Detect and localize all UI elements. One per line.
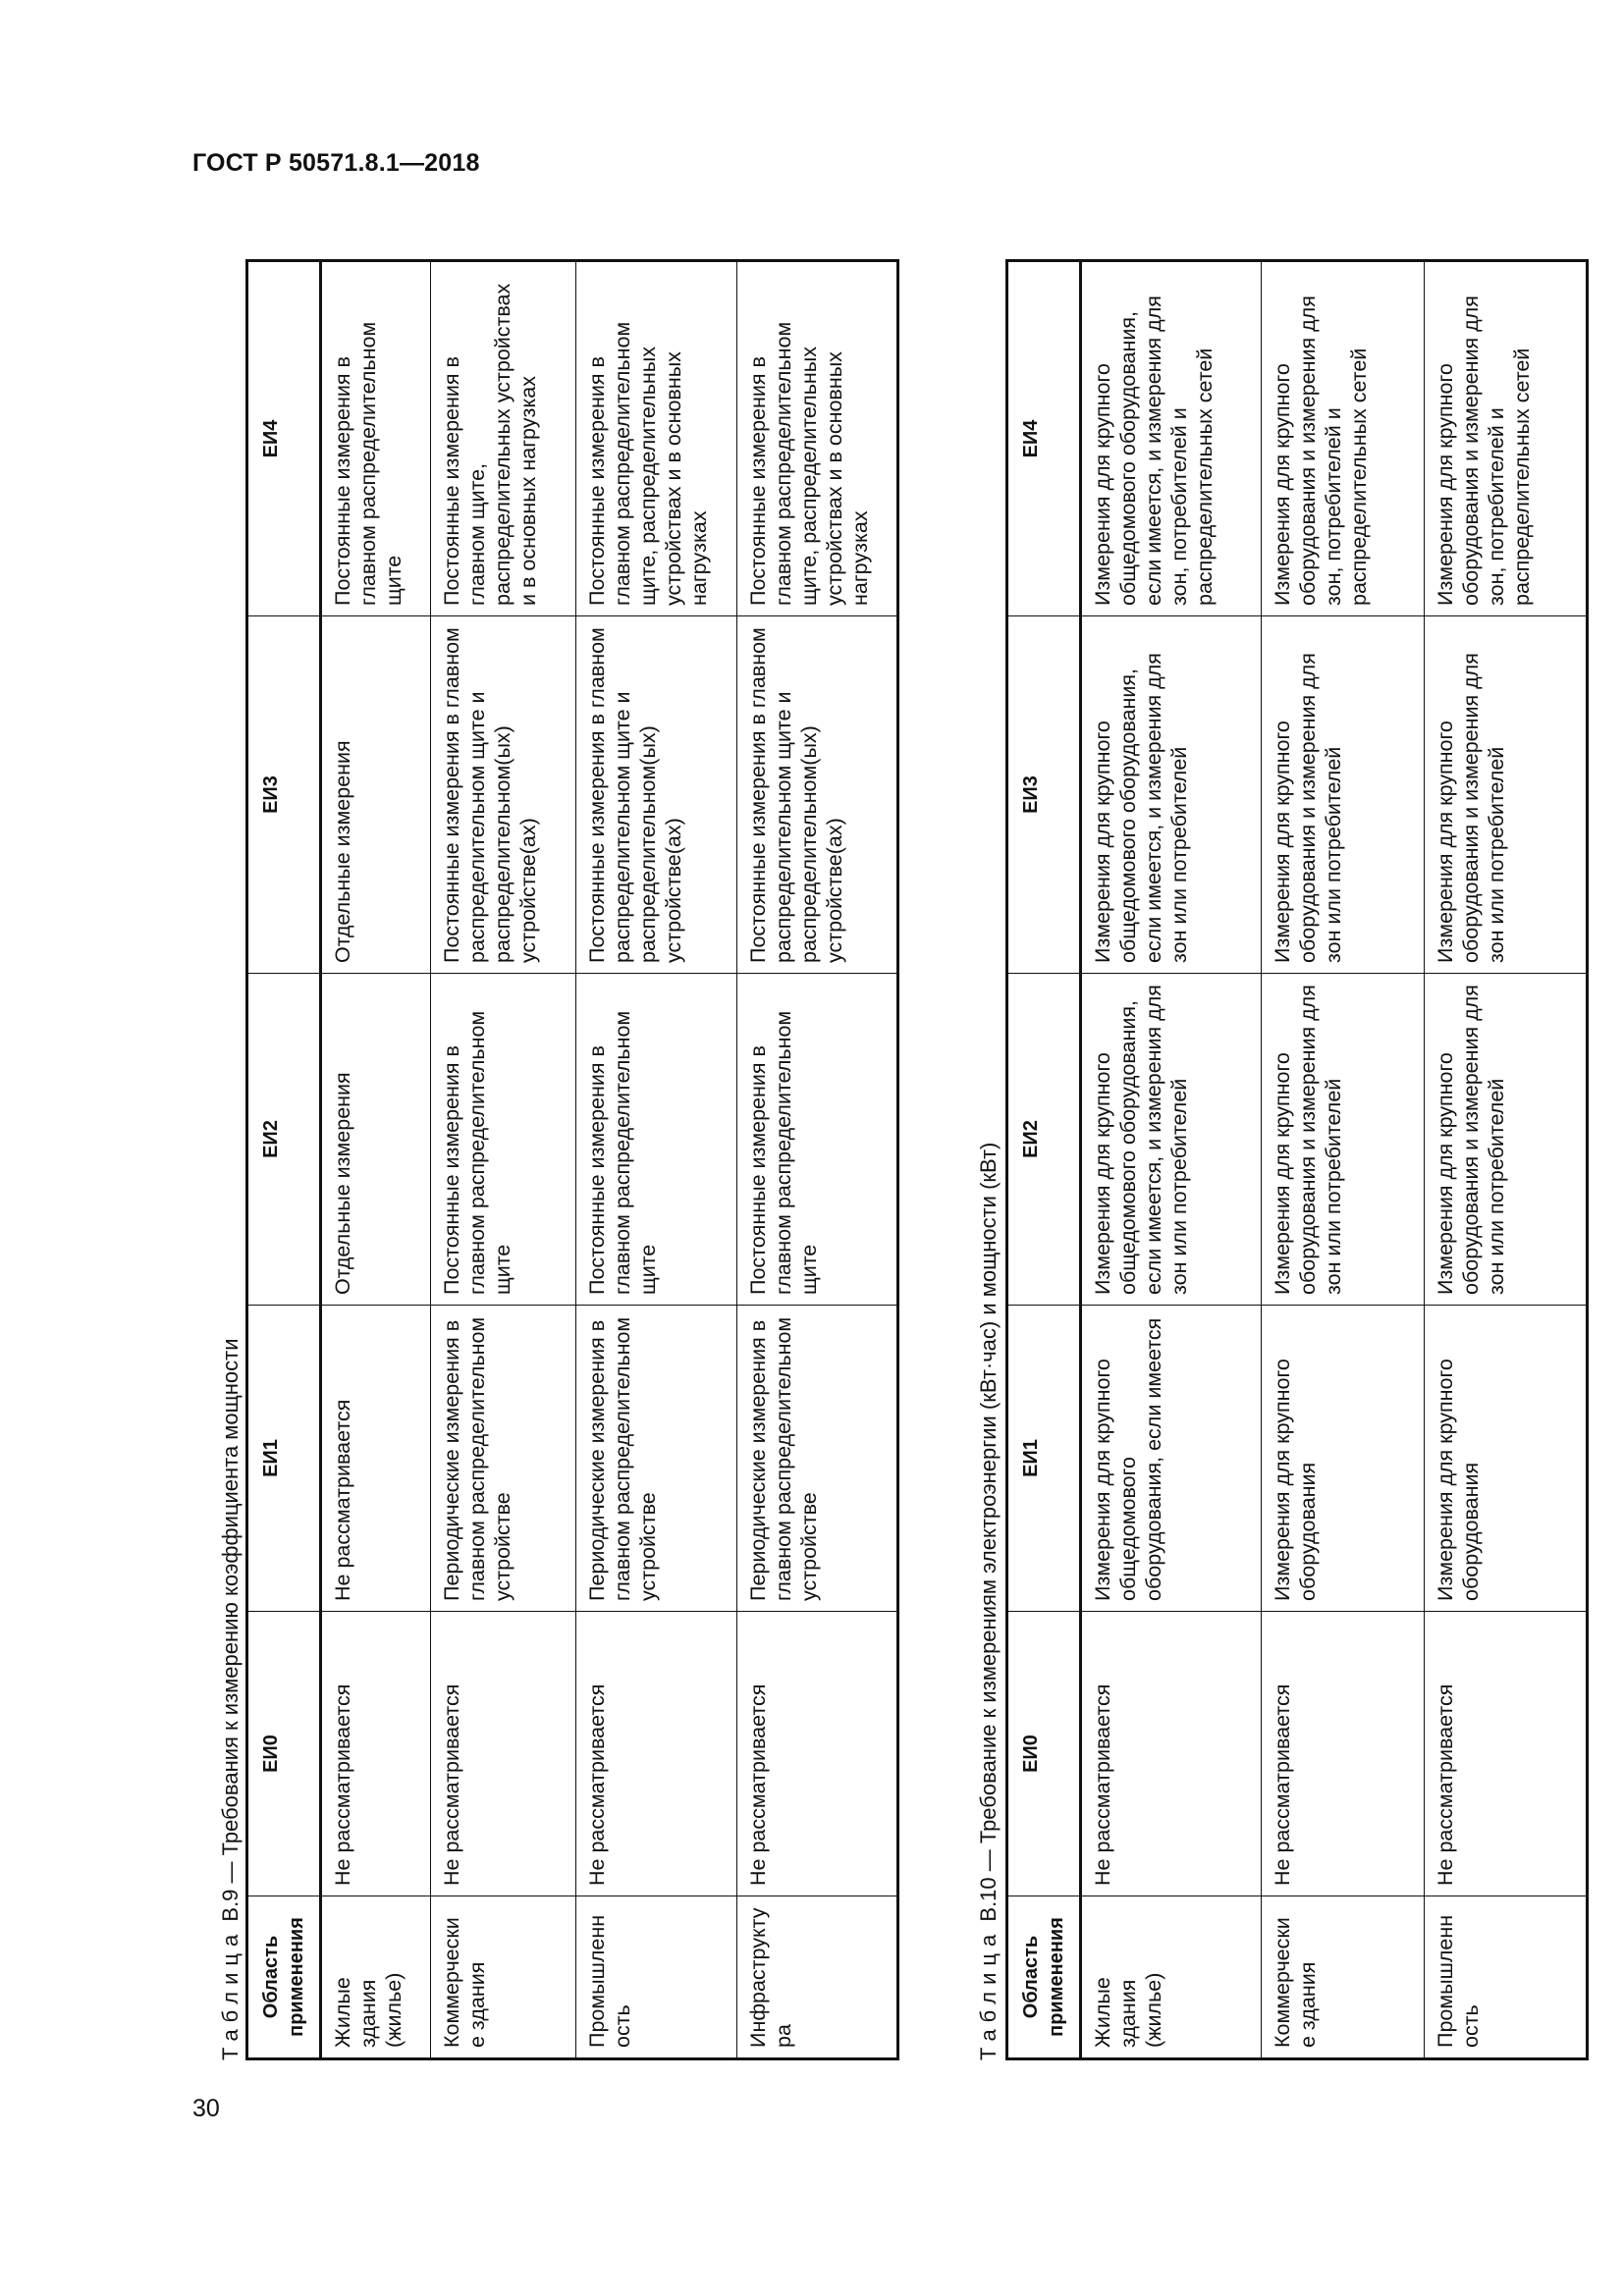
table-cell: Не рассматривается (1262, 1612, 1425, 1896)
table-cell: Измерения для крупного оборудования и измерения для зон, потребителей и распределительных сетей (1425, 261, 1588, 616)
column-header: ЕИ1 (1007, 1306, 1081, 1612)
table-row (576, 261, 737, 2059)
table-cell: Постоянные измерения в главном щите, распределительных устройствах и в основных нагрузках (431, 261, 576, 616)
table-cell: Не рассматривается (1425, 1612, 1588, 1896)
table-cell: Отдельные измерения (321, 974, 431, 1306)
table-cell: Постоянные измерения в главном распределительном щите, распределительных устройствах и в основных нагрузках (576, 261, 737, 616)
table-row (1425, 261, 1588, 2059)
table-cell: Инфраструктура (737, 1896, 898, 2059)
table-cell: Жилые здания (жилье) (321, 1896, 431, 2059)
table-cell: Не рассматривается (1081, 1612, 1262, 1896)
table-row (737, 261, 898, 2059)
table-cell: Коммерческие здания (431, 1896, 576, 2059)
table-cell: Постоянные измерения в главном распределительном щите (576, 974, 737, 1306)
table-cell: Измерения для крупного общедомового оборудования, если имеется, и измерения для зон, потребителей и распределительных сетей (1081, 261, 1262, 616)
column-header: ЕИ1 (247, 1306, 321, 1612)
table-cell: Измерения для крупного оборудования и измерения для зон или потребителей (1425, 974, 1588, 1306)
table-cell: Отдельные измерения (321, 616, 431, 974)
table-row (431, 261, 576, 2059)
table-cell: Не рассматривается (737, 1612, 898, 1896)
table-cell: Не рассматривается (321, 1306, 431, 1612)
table-cell: Измерения для крупного оборудования и измерения для зон, потребителей и распределительных сетей (1262, 261, 1425, 616)
table-cell: Постоянные измерения в главном распределительном щите (321, 261, 431, 616)
table-cell: Измерения для крупного общедомового оборудования, если имеется (1081, 1306, 1262, 1612)
table-cell: Измерения для крупного оборудования и измерения для зон или потребителей (1262, 974, 1425, 1306)
table-row (321, 261, 431, 2059)
table-row (1081, 261, 1262, 2059)
table-b9-caption-label: Таблица (218, 1927, 243, 2060)
table-cell: Измерения для крупного оборудования (1262, 1306, 1425, 1612)
column-header: ЕИ4 (247, 261, 321, 616)
table-cell: Постоянные измерения в главном распределительном щите, распределительных устройствах и в основных нагрузках (737, 261, 898, 616)
table-cell: Периодические измерения в главном распределительном устройстве (576, 1306, 737, 1612)
table-cell: Постоянные измерения в главном распределительном щите (431, 974, 576, 1306)
table-cell: Периодические измерения в главном распределительном устройстве (737, 1306, 898, 1612)
column-header: Область применения (1007, 1896, 1081, 2059)
column-header: ЕИ2 (1007, 974, 1081, 1306)
column-header: ЕИ4 (1007, 261, 1081, 616)
table-row (1262, 261, 1425, 2059)
table-cell: Измерения для крупного общедомового оборудования, если имеется, и измерения для зон или потребителей (1081, 616, 1262, 974)
column-header: ЕИ0 (1007, 1612, 1081, 1896)
table-cell: Измерения для крупного оборудования (1425, 1306, 1588, 1612)
table-cell: Постоянные измерения в главном распределительном щите (737, 974, 898, 1306)
table-b10-caption-title: В.10 — Требование к измерениям электроэнергии (кВт·час) и мощности (кВт) (976, 1142, 1001, 1922)
table-cell: Постоянные измерения в главном распределительном щите и распределительном(ых) устройстве(ах) (576, 616, 737, 974)
table-b10-caption-label: Таблица (976, 1927, 1001, 2060)
table-cell: Измерения для крупного оборудования и измерения для зон или потребителей (1425, 616, 1588, 974)
table-cell: Коммерческие здания (1262, 1896, 1425, 2059)
table-header-row (1007, 261, 1081, 2059)
table-cell: Периодические измерения в главном распределительном устройстве (431, 1306, 576, 1612)
table-cell: Жилые здания (жилье) (1081, 1896, 1262, 2059)
table-cell: Не рассматривается (576, 1612, 737, 1896)
column-header: ЕИ2 (247, 974, 321, 1306)
table-b9-caption (218, 1338, 244, 2060)
table-b10 (1005, 259, 1589, 2060)
table-b9-caption-title: В.9 — Требования к измерению коэффициента мощности (218, 1338, 243, 1922)
table-b9 (245, 259, 899, 2060)
table-cell: Не рассматривается (431, 1612, 576, 1896)
column-header: Область применения (247, 1896, 321, 2059)
table-cell: Измерения для крупного оборудования и измерения для зон или потребителей (1262, 616, 1425, 974)
column-header: ЕИ0 (247, 1612, 321, 1896)
document-header: ГОСТ Р 50571.8.1—2018 (192, 149, 480, 177)
column-header: ЕИ3 (1007, 616, 1081, 974)
table-header-row (247, 261, 321, 2059)
table-b10-caption (976, 1143, 1001, 2060)
table-cell: Промышленность (576, 1896, 737, 2059)
table-cell: Постоянные измерения в главном распределительном щите и распределительном(ых) устройстве(ах) (737, 616, 898, 974)
table-cell: Не рассматривается (321, 1612, 431, 1896)
table-cell: Постоянные измерения в главном распределительном щите и распределительном(ых) устройстве(ах) (431, 616, 576, 974)
table-cell: Промышленность (1425, 1896, 1588, 2059)
page-number: 30 (192, 2095, 220, 2122)
landscape-content (218, 221, 1534, 2066)
table-cell: Измерения для крупного общедомового оборудования, если имеется, и измерения для зон или потребителей (1081, 974, 1262, 1306)
column-header: ЕИ3 (247, 616, 321, 974)
